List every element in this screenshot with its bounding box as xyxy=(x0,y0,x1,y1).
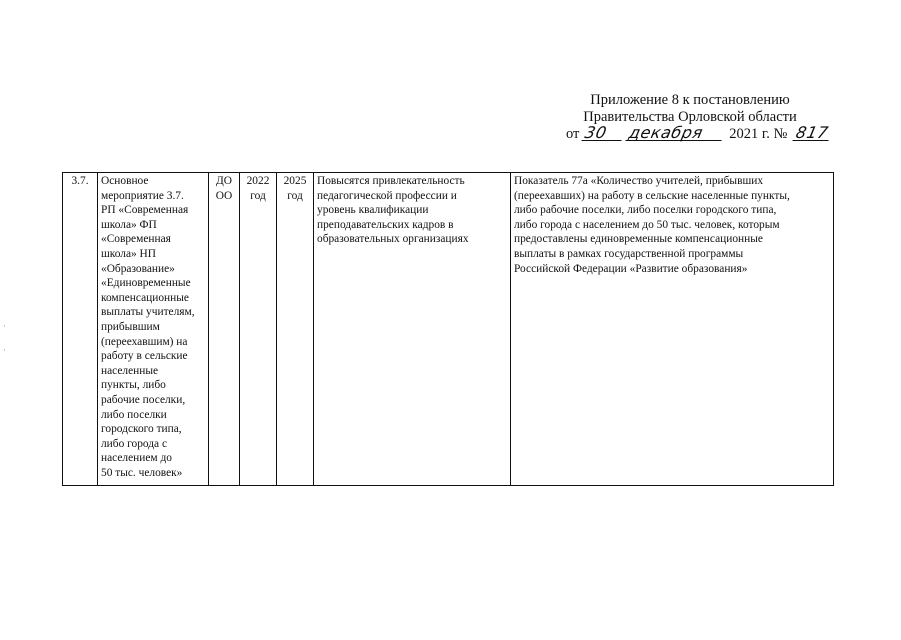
appendix-government: Правительства Орловской области xyxy=(583,109,797,125)
table-row xyxy=(63,173,834,486)
appendix-title: Приложение 8 к постановлению xyxy=(590,92,790,108)
date-year: 2021 г. № xyxy=(729,126,788,142)
start-year-cell xyxy=(240,173,277,486)
appendix-header xyxy=(560,92,820,126)
end-year: 2025 год xyxy=(283,175,307,202)
measure-title: Основное мероприятие 3.7. РП «Современная школа» ФП «Современная школа» НП «Образование» «Единовременные компенсационные выплаты учителям, прибывшим (переехавшим) на работу в сельские населенные пункты, либо рабочие поселки, либо поселки городского типа, либо города с населением до 50 тыс. человек» xyxy=(101,175,195,479)
date-prefix: от xyxy=(566,126,580,142)
row-number: 3.7. xyxy=(71,175,89,187)
expected-result: Повысятся привлекательность педагогической профессии и уровень квалификации преподавательских кадров в образовательных организациях xyxy=(317,175,469,246)
start-year: 2022 год xyxy=(246,175,270,202)
end-year-cell xyxy=(277,173,314,486)
handwritten-month: декабря xyxy=(625,126,724,141)
measure-title-cell xyxy=(98,173,209,486)
responsible-cell xyxy=(209,173,240,486)
measures-table xyxy=(62,172,834,486)
resolution-date-line xyxy=(566,123,831,143)
handwritten-day: 30 xyxy=(581,126,624,141)
handwritten-doc-number: 817 xyxy=(794,123,831,142)
indicator-text: Показатель 77а «Количество учителей, прибывших (переехавших) на работу в сельские населенные пункты, либо рабочие поселки, либо поселки городского типа, либо города с населением до 50 тыс. человек, которым предоставлены единовременные компенсационные выплаты в рамках государственной программы Российской Федерации «Развитие образования» xyxy=(514,175,790,275)
responsible: ДО ОО xyxy=(215,175,233,202)
expected-result-cell xyxy=(314,173,511,486)
row-number-cell xyxy=(63,173,98,486)
scan-mark: · xyxy=(3,322,6,332)
indicator-cell xyxy=(511,173,834,486)
scan-mark: · xyxy=(3,346,6,356)
